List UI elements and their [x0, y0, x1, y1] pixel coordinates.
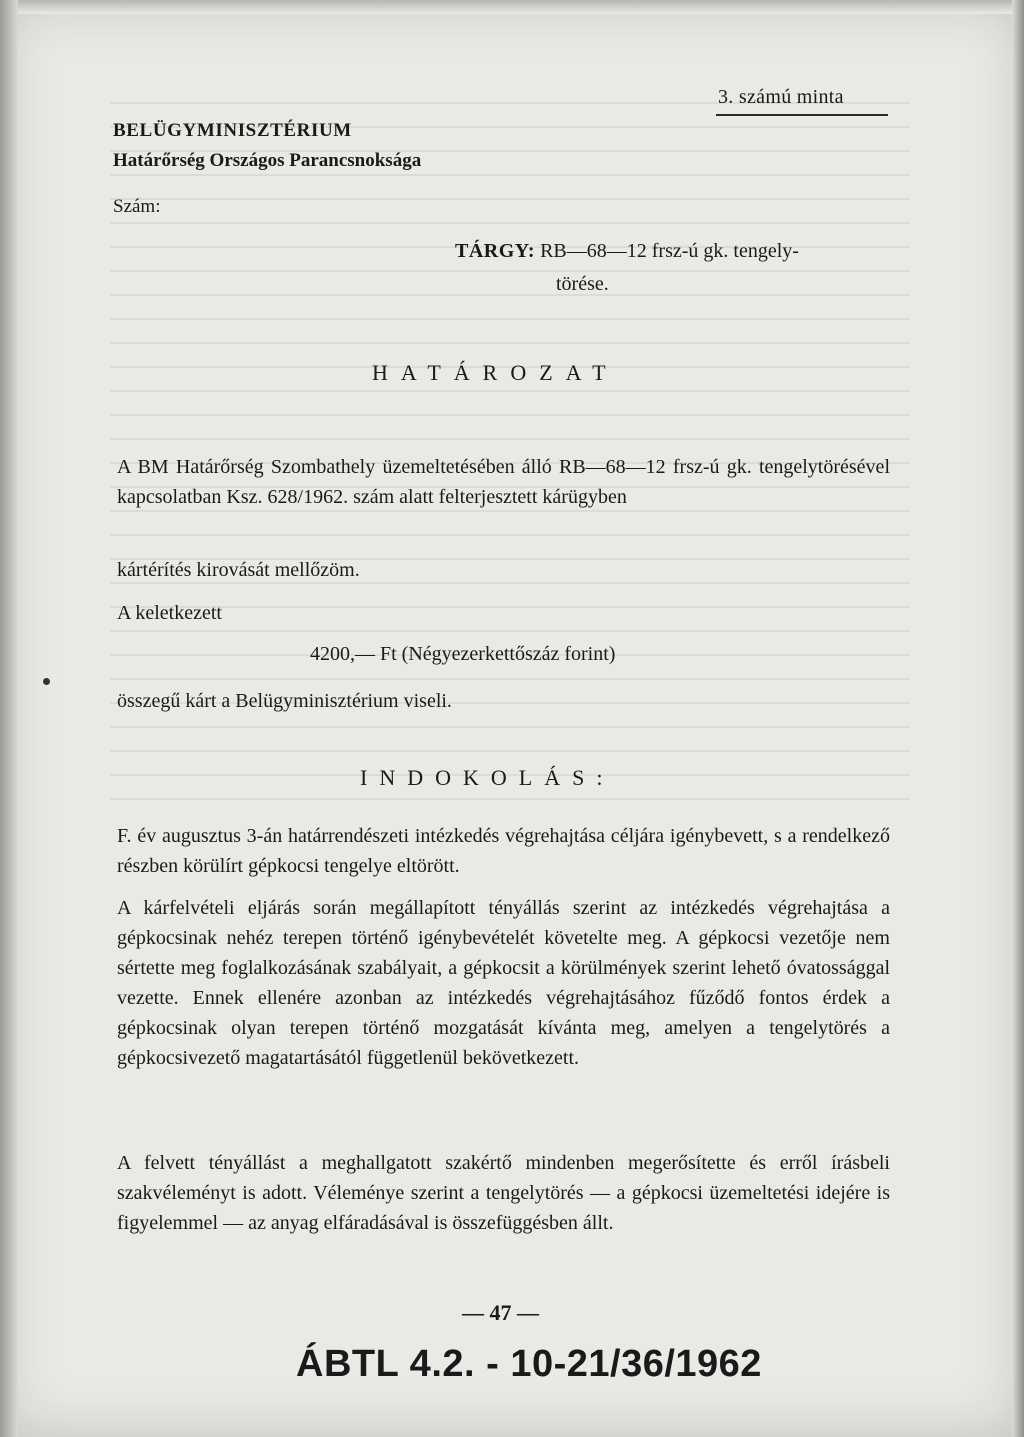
scan-edge-left [0, 0, 18, 1437]
reasoning-heading: INDOKOLÁS: [360, 765, 615, 790]
damage-amount: 4200,— Ft (Négyezerkettőszáz forint) [310, 643, 616, 665]
decision-paragraph: A BM Határőrség Szombathely üzemeltetésében álló RB—68—12 frsz-ú gk. tengelytörésével kapcsolatban Ksz. 628/1962. szám alatt felterjesztett kárügyben [117, 456, 890, 508]
page-number: — 47 — [462, 1300, 539, 1325]
reasoning-paragraph-3: A felvett tényállást a meghallgatott szakértő mindenben megerősítette és erről írásbeli szakvéleményt is adott. Véleménye szerint a tengelytörés — a gépkocsi üzemeltetési idejére is figyelemmel — az anyag elfáradásával is összefüggésben állt. [117, 1152, 890, 1234]
decision-ruling: kártérítés kirovását mellőzöm. [117, 559, 360, 581]
reasoning-paragraph-2: A kárfelvételi eljárás során megállapított tényállás szerint az intézkedés végrehajtása a gépkocsinak nehéz terepen történő igénybevételét követelte meg. A gépkocsi vezetője nem sértette meg foglalkozásának szabályait, a gépkocsit a körülmények szerint lehető óvatossággal vezette. Ennek ellenére azonban az intézkedés végrehajtásához fűződő fontos érdek a gépkocsinak olyan terepen történő mozgatását kívánta meg, amelyen a tengelytörés a gépkocsivezető magatartásától függetlenül bekövetkezett. [117, 897, 890, 1069]
form-number-underline [716, 114, 888, 116]
reference-number-label: Szám: [113, 196, 161, 217]
scan-edge-right [1012, 0, 1024, 1437]
subject-line [455, 240, 799, 263]
archive-reference: ÁBTL 4.2. - 10-21/36/1962 [296, 1343, 762, 1385]
decision-damage-intro: A keletkezett [117, 602, 222, 624]
subject-text-continued: törése. [556, 273, 609, 295]
subject-text: RB—68—12 frsz-ú gk. tengely- [540, 240, 799, 262]
decision-damage-bearer: összegű kárt a Belügyminisztérium viseli. [117, 690, 452, 712]
form-number: 3. számú minta [718, 86, 844, 108]
subject-label: TÁRGY: [455, 240, 536, 262]
ministry-name: BELÜGYMINISZTÉRIUM [113, 120, 352, 141]
margin-mark [43, 678, 50, 685]
reasoning-paragraph-1: F. év augusztus 3-án határrendészeti intézkedés végrehajtása céljára igénybevett, s a rendelkező részben körülírt gépkocsi tengelye eltörött. [117, 825, 890, 877]
command-name: Határőrség Országos Parancsnoksága [113, 150, 422, 171]
scan-edge-top [0, 0, 1024, 14]
decision-heading: HATÁROZAT [372, 360, 619, 385]
